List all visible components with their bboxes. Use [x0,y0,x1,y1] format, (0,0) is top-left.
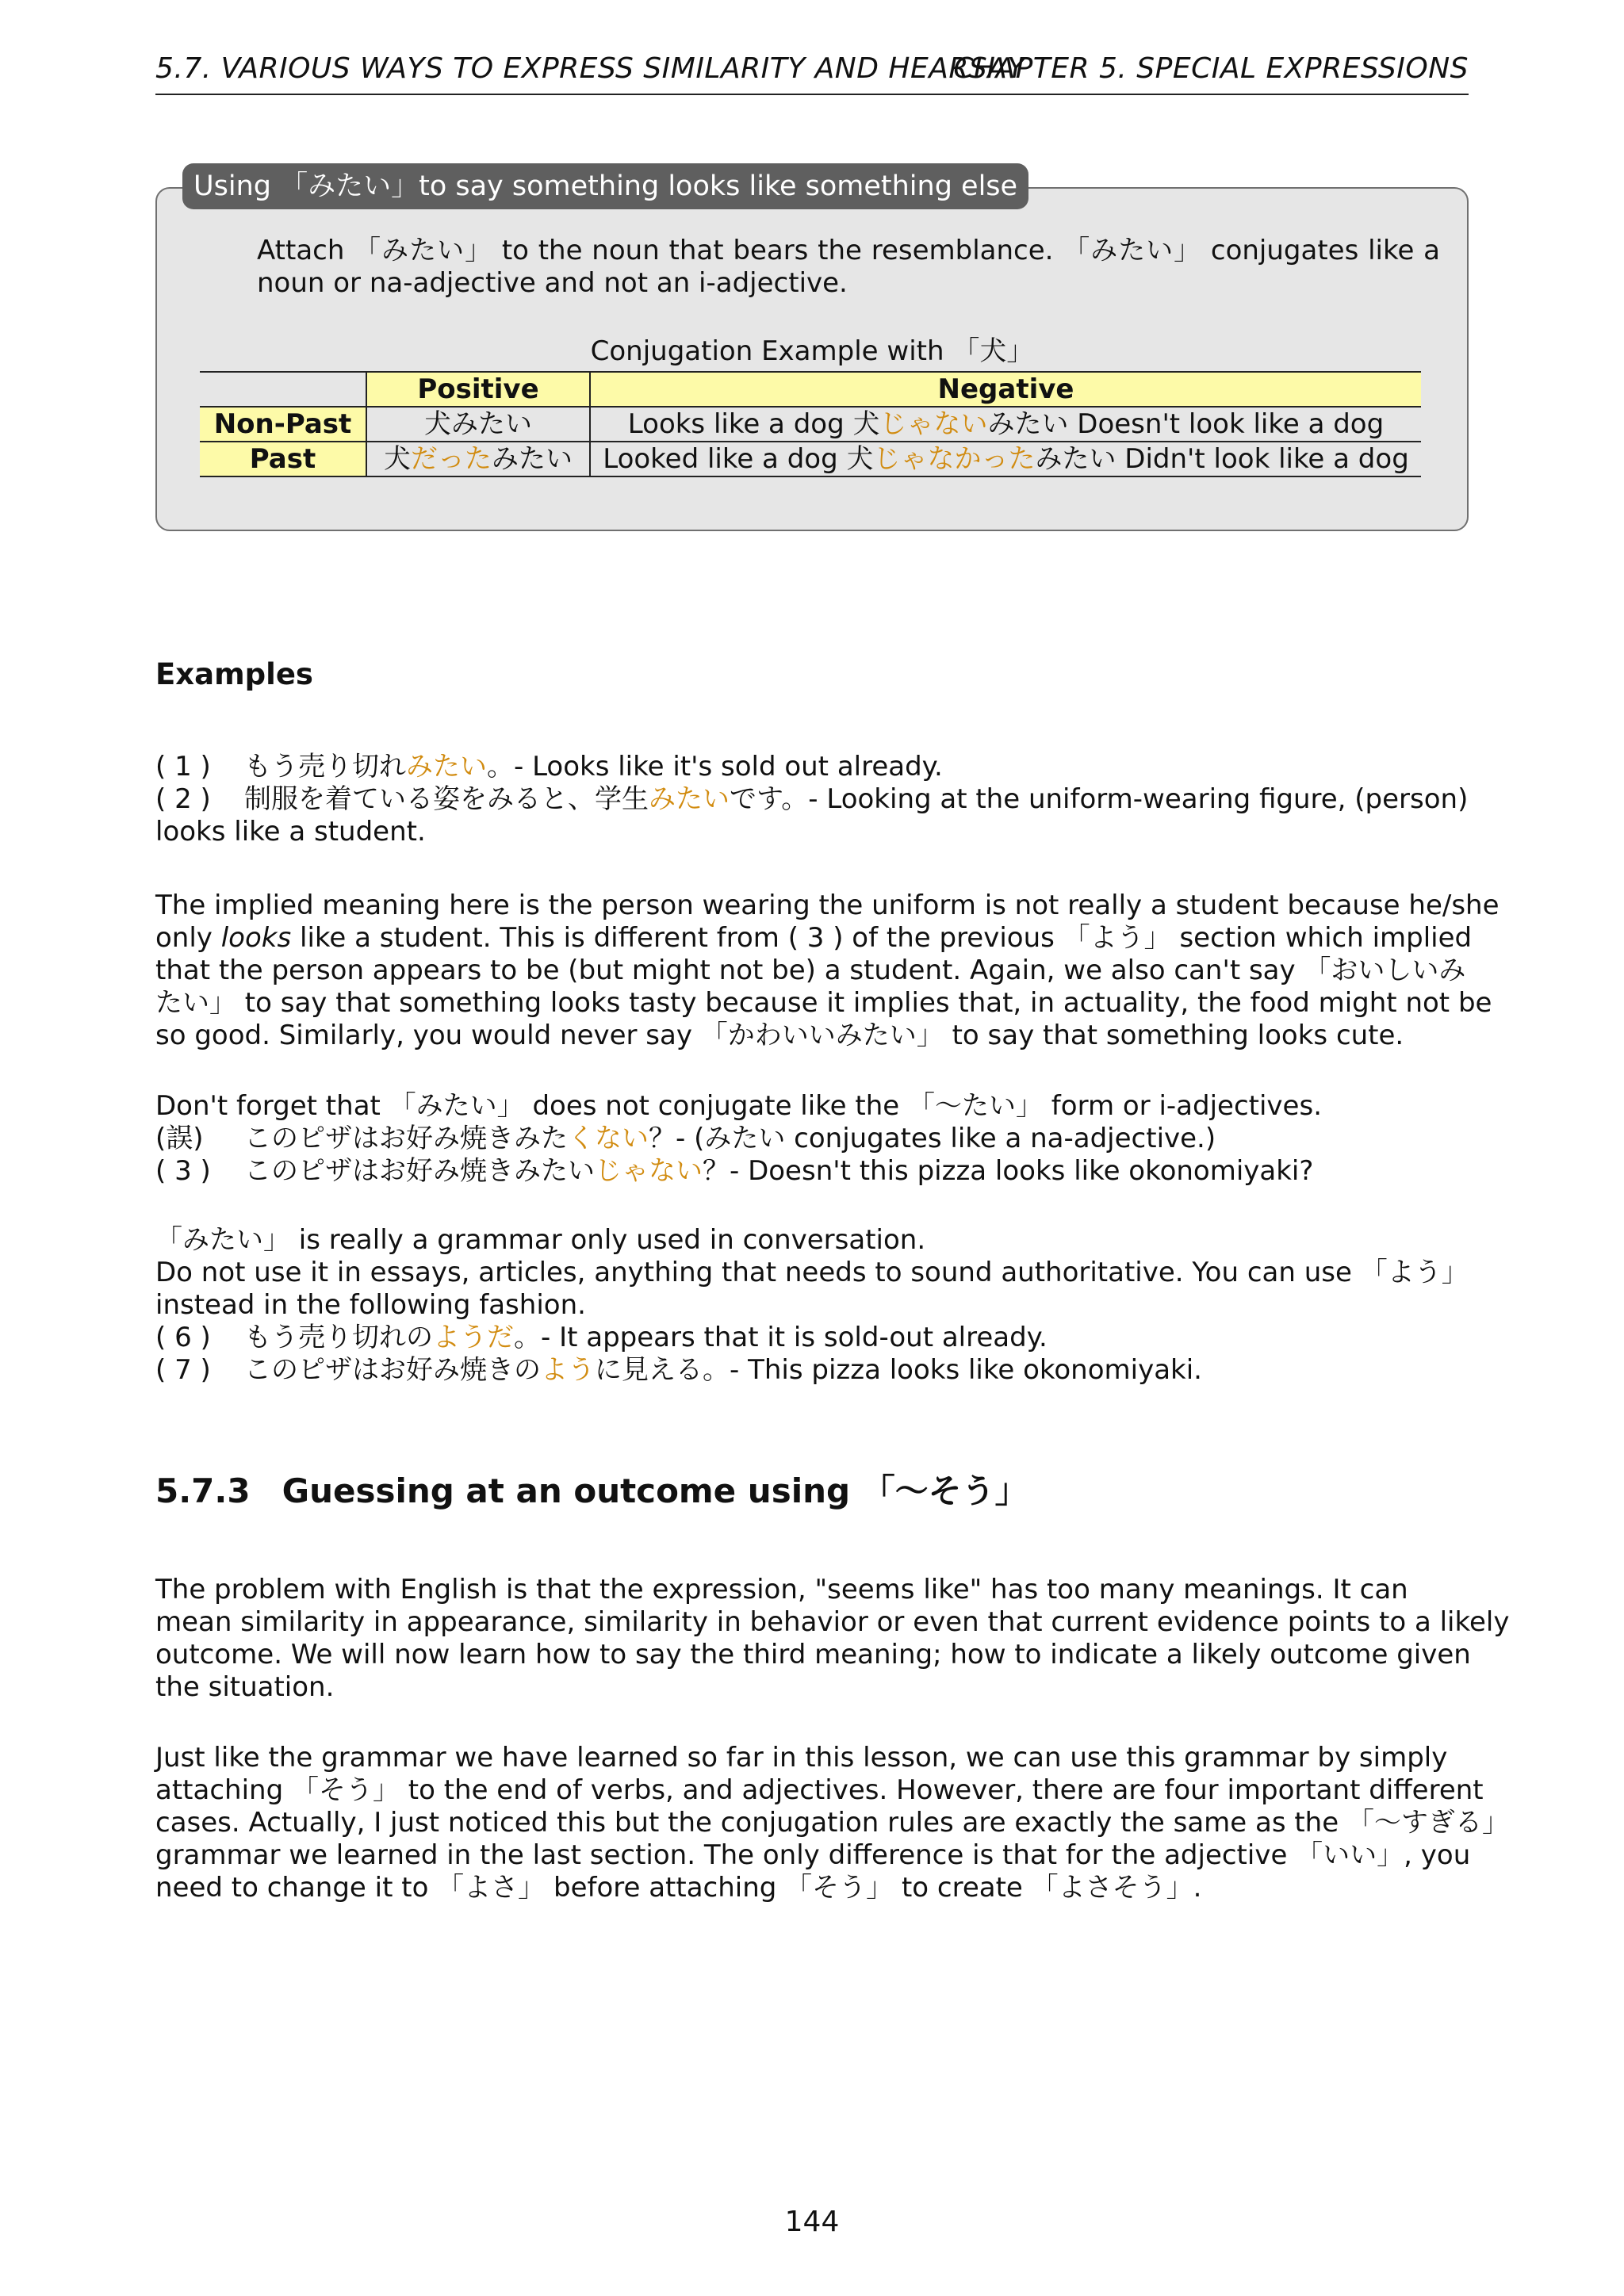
example-highlight: よう [541,1354,595,1386]
example-number: (誤) [155,1123,204,1154]
column-header-positive: Positive [366,372,590,407]
cell-text: みたい Doesn't look like a dog [987,408,1385,440]
cell-text: 犬みたい [424,408,532,440]
cell-highlight: じゃない [879,408,988,440]
paragraph-line: The implied meaning here is the person wearing the uniform is not really a student because he/she [155,890,1500,921]
paragraph-line: outcome. We will now learn how to say the third meaning; how to indicate a likely outcome given [155,1639,1471,1670]
section-number: 5.7.3 [155,1471,251,1510]
cell-text: 犬 [384,443,411,475]
paragraph-line: The problem with English is that the expression, "seems like" has too many meanings. It can [155,1574,1408,1605]
example-number: ( 6 ) [155,1322,211,1353]
table-corner-cell [200,372,366,407]
paragraph-sou-grammar [155,1742,1509,1904]
text-run: only [155,922,221,954]
examples-list [155,751,1469,848]
example-6 [155,1322,1469,1354]
example-number: ( 1 ) [155,751,211,783]
example-wrong [155,1123,1469,1155]
page-number: 144 [784,2206,840,2238]
cell-highlight: だった [411,443,492,475]
example-jp: このピザはお好み焼きみたい [244,1155,595,1187]
table-row [200,442,1421,476]
example-number: ( 3 ) [155,1155,211,1187]
paragraph-line [155,922,1473,955]
cell-text: Looks like a dog 犬 [627,408,880,440]
paragraph-line: the situation. [155,1671,335,1703]
table-row [200,407,1421,442]
example-number: ( 7 ) [155,1354,211,1386]
row-header-non-past: Non-Past [200,407,366,442]
section-heading [155,1471,1028,1510]
paragraph-line: Just like the grammar we have learned so far in this lesson, we can use this grammar by simply [155,1742,1448,1774]
example-jp: です。 [730,783,809,815]
conjugation-table [200,371,1421,477]
example-jp: このピザはお好み焼きみた [244,1123,568,1154]
example-translation: - Looking at the uniform-wearing figure, (person) [808,783,1469,815]
paragraph-line: so good. Similarly, you would never say 「かわいいみたい」 to say that something looks cute. [155,1020,1404,1051]
example-jp: もう売り切れ [244,751,406,783]
example-number: ( 2 ) [155,783,211,815]
paragraph-line: たい」 to say that something looks tasty because it implies that, in actuality, the food might not be [155,987,1492,1019]
example-jp: もう売り切れの [244,1322,433,1353]
paragraph-line: need to change it to 「よさ」 before attaching 「そう」 to create 「よさそう」. [155,1872,1202,1904]
example-jp: このピザはお好み焼きの [244,1354,541,1386]
paragraph-implied-meaning [155,890,1500,1052]
table-header-row [200,372,1421,407]
cell-text: Looked like a dog 犬 [603,443,874,475]
example-jp: ？ [649,1123,676,1154]
column-header-negative: Negative [590,372,1421,407]
header-chapter: CHAPTER 5. SPECIAL EXPRESSIONS [953,52,1469,85]
paragraph-dont-forget [155,1090,1469,1188]
example-translation: - It appears that it is sold-out already. [541,1322,1048,1353]
example-jp: 。 [514,1322,541,1353]
paragraph-line: Do not use it in essays, articles, anything that needs to sound authoritative. You can use 「よう」 [155,1257,1469,1288]
section-title: Guessing at an outcome using 「〜そう」 [282,1471,1028,1510]
cell-highlight: じゃなかった [873,443,1036,475]
grammar-box-title: Using 「みたい」to say something looks like something else [182,163,1028,209]
page [155,0,1510,2296]
example-highlight: じゃない [595,1155,703,1187]
example-7 [155,1354,1469,1387]
paragraph-conversation [155,1224,1469,1387]
cell-text: みたい [492,443,573,475]
text-run: like a student. This is different from ( 3 ) of the previous 「よう」 section which implied [291,922,1473,954]
example-jp: 。 [487,751,514,783]
table-caption: Conjugation Example with 「犬」 [590,335,1034,367]
cell-past-positive [366,442,590,476]
example-3 [155,1155,1469,1188]
example-jp: に見える。 [595,1354,730,1386]
paragraph-seems-like [155,1574,1510,1704]
example-translation: - This pizza looks like okonomiyaki. [730,1354,1202,1386]
example-highlight: みたい [649,783,730,815]
paragraph-line: Don't forget that 「みたい」 does not conjugate like the 「〜たい」 form or i-adjectives. [155,1090,1322,1122]
example-translation: - Looks like it's sold out already. [514,751,943,783]
header-section: 5.7. VARIOUS WAYS TO EXPRESS SIMILARITY AND HEARSAY [155,52,1025,85]
example-2-continued: looks like a student. [155,816,426,848]
example-highlight: くない [568,1123,649,1154]
example-jp: ？ [703,1155,730,1187]
example-2 [155,783,1469,816]
example-1 [155,751,1469,783]
cell-past-negative [590,442,1421,476]
example-jp: 制服を着ている姿をみると、学生 [244,783,649,815]
cell-non-past-positive [366,407,590,442]
paragraph-line: that the person appears to be (but might not be) a student. Again, we also can't say 「おいしいみ [155,955,1466,986]
paragraph-line: mean similarity in appearance, similarity in behavior or even that current evidence points to a likely [155,1606,1510,1638]
paragraph-line: grammar we learned in the last section. The only difference is that for the adjective 「いい」, you [155,1839,1471,1871]
paragraph-line: cases. Actually, I just noticed this but the conjugation rules are exactly the same as the 「〜すぎる」 [155,1807,1509,1839]
example-translation: - Doesn't this pizza looks like okonomiyaki? [730,1155,1314,1187]
row-header-past: Past [200,442,366,476]
example-highlight: みたい [406,751,487,783]
running-header [155,52,1469,95]
example-translation: - (みたい conjugates like a na-adjective.) [676,1123,1216,1154]
paragraph-line: 「みたい」 is really a grammar only used in conversation. [155,1224,926,1256]
examples-heading: Examples [155,657,313,691]
emphasis: looks [220,922,292,954]
paragraph-line: instead in the following fashion. [155,1289,586,1321]
cell-non-past-negative [590,407,1421,442]
grammar-box-text: Attach 「みたい」 to the noun that bears the resemblance. 「みたい」 conjugates like a noun or na-adjective and not an i-adjective. [257,235,1440,299]
paragraph-line: attaching 「そう」 to the end of verbs, and adjectives. However, there are four important different [155,1774,1484,1806]
cell-text: みたい Didn't look like a dog [1035,443,1409,475]
example-highlight: ようだ [433,1322,514,1353]
